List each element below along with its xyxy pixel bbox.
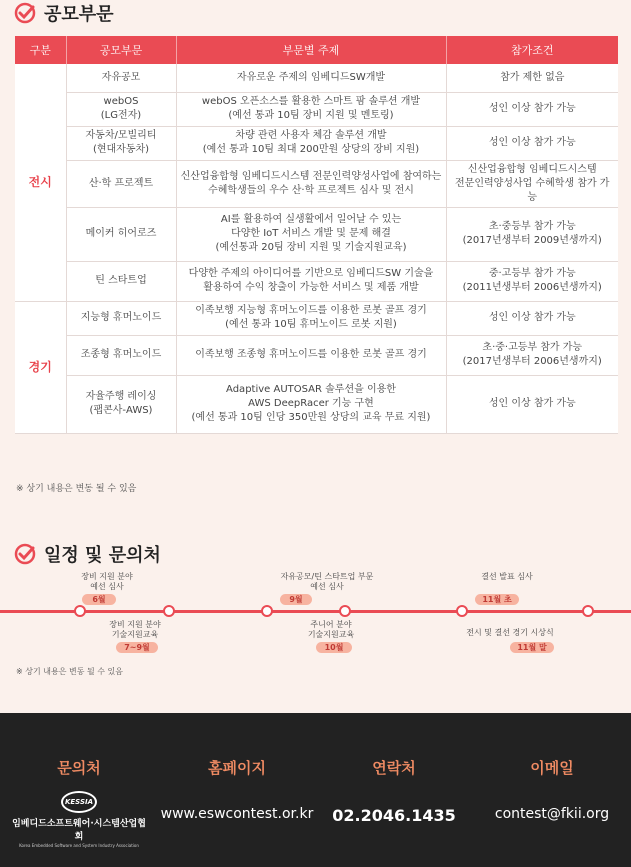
topic-cell: 이족보행 조종형 휴머노이드를 이용한 로봇 골프 경기 [176, 335, 446, 375]
footer-homepage-title: 홈페이지 [208, 759, 266, 777]
footer-inquiry-title: 문의처 [57, 759, 101, 777]
timeline-event-label: 전시 및 결선 경기 시상식 [466, 628, 554, 637]
timeline-dot [339, 605, 351, 617]
timeline-month-badge: 7~9월 [116, 642, 158, 653]
condition-cell: 성인 이상 참가 가능 [446, 92, 618, 126]
timeline-event-label: 자유공모/틴 스타트업 부문 예선 심사 [280, 572, 374, 591]
timeline-dot [74, 605, 86, 617]
table-row [15, 126, 618, 160]
email-link[interactable]: contest@fkii.org [494, 806, 610, 822]
division-cell: 조종형 휴머노이드 [66, 335, 176, 375]
division-cell: webOS (LG전자) [66, 92, 176, 126]
condition-cell: 중·고등부 참가 가능 (2011년생부터 2006년생까지) [446, 261, 618, 301]
condition-cell: 신산업융합형 임베디드시스템 전문인력양성사업 수혜학생 참가 가능 [446, 160, 618, 207]
timeline-event-label: 결선 발표 심사 [481, 572, 533, 581]
disclaimer-note: ※ 상기 내용은 변동 될 수 있음 [16, 484, 137, 494]
topic-cell: 차량 관련 사용자 체감 솔루션 개발 (예선 통과 10팀 최대 200만원 상당의 장비 지원) [176, 126, 446, 160]
footer-email-title: 이메일 [530, 759, 574, 777]
section-title-text: 공모부문 [44, 4, 114, 25]
kessia-logo [8, 791, 150, 848]
timeline-dot [456, 605, 468, 617]
condition-cell: 초·중등부 참가 가능 (2017년생부터 2009년생까지) [446, 207, 618, 261]
timeline-month-badge: 6월 [82, 594, 116, 605]
timeline-event-label: 주니어 분야 기술지원교육 [307, 620, 355, 639]
category-cell: 전시 [15, 64, 66, 301]
header-category: 구분 [15, 36, 66, 64]
timeline-dot [163, 605, 175, 617]
table-row [15, 160, 618, 207]
timeline-month-badge: 11월 말 [510, 642, 554, 653]
disclaimer-note: ※ 상기 내용은 변동 될 수 있음 [16, 667, 123, 676]
table-row [15, 375, 618, 433]
table-row [15, 301, 618, 335]
header-topic: 부문별 주제 [176, 36, 446, 64]
table-row [15, 207, 618, 261]
timeline-dot [582, 605, 594, 617]
table-row [15, 261, 618, 301]
condition-cell: 성인 이상 참가 가능 [446, 301, 618, 335]
header-division: 공모부문 [66, 36, 176, 64]
condition-cell: 초·중·고등부 참가 가능 (2017년생부터 2006년생까지) [446, 335, 618, 375]
logo-org-name-en: Korea Embedded Software and System Industry Association [19, 843, 139, 848]
table-row [15, 64, 618, 92]
timeline-month-badge: 9월 [280, 594, 312, 605]
homepage-link[interactable]: www.eswcontest.or.kr [160, 806, 314, 822]
division-cell: 산·학 프로젝트 [66, 160, 176, 207]
division-cell: 지능형 휴머노이드 [66, 301, 176, 335]
logo-badge: KESSIA [61, 791, 97, 813]
timeline-month-badge: 10월 [316, 642, 352, 653]
topic-cell: 신산업융합형 임베디드시스템 전문인력양성사업에 참여하는 수혜학생들의 우수 산·학 프로젝트 심사 및 전시 [176, 160, 446, 207]
phone-number[interactable]: 02.2046.1435 [332, 806, 456, 825]
timeline-event-label: 장비 지원 분야 예선 심사 [81, 572, 133, 591]
section-title-text: 일정 및 문의처 [44, 545, 161, 566]
division-cell: 틴 스타트업 [66, 261, 176, 301]
condition-cell: 참가 제한 없음 [446, 64, 618, 92]
category-cell: 경기 [15, 301, 66, 433]
topic-cell: webOS 오픈소스를 활용한 스마트 팜 솔루션 개발 (예선 통과 10팀 장비 지원 및 멘토링) [176, 92, 446, 126]
categories-table [15, 36, 618, 434]
table-header-row [15, 36, 618, 64]
condition-cell: 성인 이상 참가 가능 [446, 375, 618, 433]
table-row [15, 335, 618, 375]
division-cell: 자동차/모빌리티 (현대자동차) [66, 126, 176, 160]
topic-cell: 다양한 주제의 아이디어를 기반으로 임베디드SW 기술을 활용하여 수익 창출이 가능한 서비스 및 제품 개발 [176, 261, 446, 301]
topic-cell: 이족보행 지능형 휴머노이드를 이용한 로봇 골프 경기 (예선 통과 10팀 휴머노이드 로봇 지원) [176, 301, 446, 335]
timeline-dot [261, 605, 273, 617]
section-title-schedule [14, 541, 161, 567]
check-circle-icon [14, 2, 36, 24]
check-circle-icon [14, 543, 36, 565]
header-condition: 참가조건 [446, 36, 618, 64]
topic-cell: AI를 활용하여 실생활에서 일어날 수 있는 다양한 IoT 서비스 개발 및 문제 해결 (예선통과 20팀 장비 지원 및 기술지원교육) [176, 207, 446, 261]
topic-cell: 자유로운 주제의 임베디드SW개발 [176, 64, 446, 92]
section-title-contest-categories [14, 0, 114, 26]
footer-email [473, 713, 631, 867]
timeline-event-label: 장비 지원 분야 기술지원교육 [109, 620, 161, 639]
contact-footer [0, 713, 631, 867]
timeline-line [0, 610, 631, 613]
timeline-month-badge: 11월 초 [475, 594, 519, 605]
division-cell: 메이커 히어로즈 [66, 207, 176, 261]
schedule-timeline [0, 568, 631, 658]
condition-cell: 성인 이상 참가 가능 [446, 126, 618, 160]
logo-org-name: 임베디드소프트웨어·시스템산업협회 [12, 819, 146, 842]
footer-homepage [158, 713, 316, 867]
footer-contact [315, 713, 473, 867]
footer-inquiry [0, 713, 158, 867]
division-cell: 자율주행 레이싱 (팹콘사-AWS) [66, 375, 176, 433]
topic-cell: Adaptive AUTOSAR 솔루션을 이용한 AWS DeepRacer 기능 구현 (예선 통과 10팀 인당 350만원 상당의 교육 무료 지원) [176, 375, 446, 433]
division-cell: 자유공모 [66, 64, 176, 92]
table-row [15, 92, 618, 126]
footer-contact-title: 연락처 [372, 759, 416, 777]
